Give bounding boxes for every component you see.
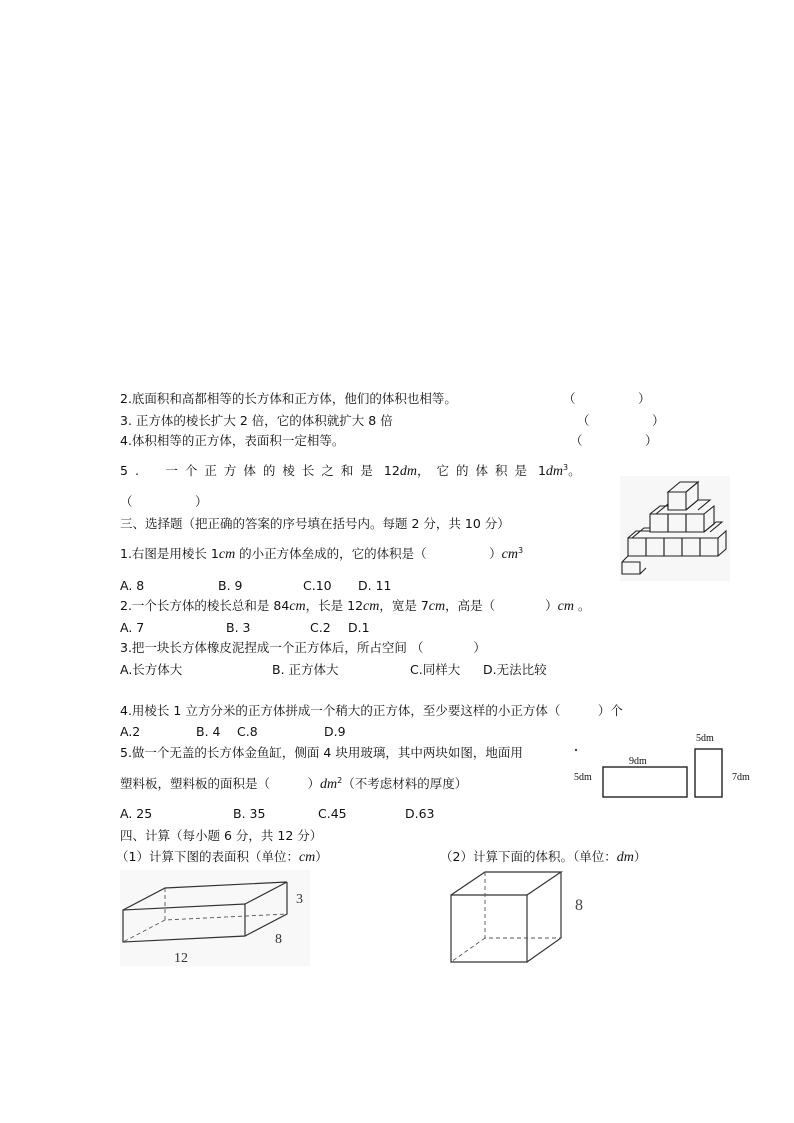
choice-q5-line2a[interactable]: 塑料板，塑料板的面积是（ ） bbox=[120, 776, 321, 791]
judge-q5-num2: 1 bbox=[537, 463, 546, 478]
judge-q5-num1: 12 bbox=[383, 463, 400, 478]
choice-q2-n3: 7 bbox=[420, 598, 429, 613]
choice-q1 bbox=[120, 546, 523, 564]
judge-q2-text: 2.底面积和高都相等的长方体和正方体，他们的体积也相等。 bbox=[120, 391, 457, 406]
choice-q2-b: ，长是 bbox=[305, 598, 348, 613]
choice-q5-unit: dm bbox=[320, 777, 338, 792]
choice-q1-option-b[interactable]: B. 9 bbox=[218, 578, 243, 593]
choice-q5-option-b[interactable]: B. 35 bbox=[233, 806, 266, 821]
choice-q5-exp: 2 bbox=[337, 776, 343, 785]
choice-q1-option-a[interactable]: A. 8 bbox=[120, 578, 145, 593]
choice-q2-option-b[interactable]: B. 3 bbox=[226, 620, 251, 635]
cuboid-width-label: 8 bbox=[275, 932, 282, 947]
choice-q1-unit2: cm bbox=[501, 547, 518, 562]
glass-panels-figure bbox=[600, 745, 730, 800]
choice-q4-option-d[interactable]: D.9 bbox=[324, 724, 346, 739]
choice-q5-line2b: （不考虑材料的厚度） bbox=[342, 776, 468, 791]
choice-q2-option-a[interactable]: A. 7 bbox=[120, 620, 145, 635]
judge-q2 bbox=[120, 391, 457, 406]
calc-p2-unit: dm bbox=[616, 850, 634, 865]
calc-heading: 四、计算（每小题 6 分，共 12 分） bbox=[120, 828, 323, 843]
stacked-cubes-figure bbox=[620, 476, 730, 581]
calc-p2-text: （2）计算下面的体积。（单位： bbox=[440, 849, 617, 864]
cuboid-length-label: 12 bbox=[174, 951, 188, 966]
judge-q5-exp: 3 bbox=[563, 463, 569, 472]
choice-q2-a: 2.一个长方体的棱长总和是 bbox=[120, 598, 274, 613]
choice-q2-option-c[interactable]: C.2 bbox=[310, 620, 331, 635]
choice-q2-u4: cm bbox=[557, 599, 574, 614]
cube-figure bbox=[449, 870, 589, 966]
glass-label-left: 5dm bbox=[574, 772, 592, 783]
choice-q3-option-c[interactable]: C.同样大 bbox=[410, 662, 461, 677]
choice-q3-option-b[interactable]: B. 正方体大 bbox=[272, 662, 339, 677]
choice-q5-option-a[interactable]: A. 25 bbox=[120, 806, 153, 821]
choice-q2-n2: 12 bbox=[347, 598, 364, 613]
judge-q5-unit2: dm bbox=[545, 464, 564, 479]
choice-q2-d[interactable]: ，高是（ ） bbox=[445, 598, 558, 613]
choice-q1-a: 1.右图是用棱长 1 bbox=[120, 546, 219, 561]
choice-q2-n1: 84 bbox=[273, 598, 290, 613]
choice-q3-option-d[interactable]: D.无法比较 bbox=[483, 662, 547, 677]
judge-q3-answer[interactable]: （ ） bbox=[577, 413, 665, 428]
choice-q5-line1: 5.做一个无盖的长方体金鱼缸，侧面 4 块用玻璃，其中两块如图，地面用 bbox=[120, 745, 523, 760]
judge-q3: 3. 正方体的棱长扩大 2 倍，它的体积就扩大 8 倍 bbox=[120, 413, 393, 428]
choice-q3-option-a[interactable]: A.长方体大 bbox=[120, 662, 183, 677]
choice-q1-option-d[interactable]: D. 11 bbox=[358, 578, 392, 593]
calc-p1-prompt bbox=[116, 849, 328, 867]
choice-heading: 三、选择题（把正确的答案的序号填在括号内。每题 2 分，共 10 分） bbox=[120, 516, 510, 531]
choice-q1-unit: cm bbox=[218, 547, 236, 562]
choice-q2-c: ，宽是 bbox=[379, 598, 421, 613]
judge-q4: 4.体积相等的正方体，表面积一定相等。 bbox=[120, 433, 345, 448]
cube-edge-label: 8 bbox=[575, 897, 583, 914]
choice-q1-b[interactable]: 的小正方体垒成的，它的体积是（ ） bbox=[235, 546, 502, 561]
judge-q5-mid: ，它的体积是 bbox=[416, 463, 534, 478]
choice-q4-option-b[interactable]: B. 4 bbox=[196, 724, 221, 739]
choice-q5-line2 bbox=[120, 776, 467, 794]
choice-q5-option-d[interactable]: D.63 bbox=[405, 806, 435, 821]
glass-label-right: 7dm bbox=[732, 772, 750, 783]
calc-p2-prompt bbox=[440, 849, 646, 867]
choice-q4: 4.用棱长 1 立方分米的正方体拼成一个稍大的正方体，至少要这样的小正方体（ ）个 bbox=[120, 703, 623, 718]
choice-q4-option-a[interactable]: A.2 bbox=[120, 724, 141, 739]
judge-q5-end: 。 bbox=[568, 463, 581, 478]
choice-q3: 3.把一块长方体橡皮泥捏成一个正方体后，所占空间 （ ） bbox=[120, 640, 486, 655]
choice-q5-option-c[interactable]: C.45 bbox=[318, 806, 347, 821]
choice-q2-u1: cm bbox=[289, 599, 306, 614]
calc-p2-close: ） bbox=[633, 849, 647, 864]
choice-q1-exp: 3 bbox=[518, 546, 524, 555]
choice-q2-e: 。 bbox=[573, 598, 591, 613]
judge-q5-answer[interactable]: （ ） bbox=[120, 494, 208, 509]
cuboid-height-label: 3 bbox=[296, 892, 303, 907]
judge-q5-unit1: dm bbox=[399, 464, 417, 479]
calc-p1-unit: cm bbox=[298, 850, 316, 865]
choice-q2-u2: cm bbox=[363, 599, 380, 614]
choice-q1-option-c[interactable]: C.10 bbox=[303, 578, 332, 593]
judge-q5-prefix: 5. 一个正方体的棱长之和是 bbox=[120, 463, 380, 478]
calc-p1-text: （1）计算下图的表面积（单位： bbox=[116, 849, 299, 864]
judge-q5 bbox=[120, 463, 581, 481]
choice-q2 bbox=[120, 598, 590, 616]
choice-q4-option-c[interactable]: C.8 bbox=[237, 724, 258, 739]
choice-q2-option-d[interactable]: D.1 bbox=[348, 620, 370, 635]
cuboid-figure bbox=[120, 870, 310, 966]
choice-q2-u3: cm bbox=[428, 599, 446, 614]
judge-q2-answer[interactable]: （ ） bbox=[563, 391, 651, 406]
judge-q4-answer[interactable]: （ ） bbox=[570, 433, 658, 448]
glass-label-length: 9dm bbox=[629, 756, 647, 767]
calc-p1-close: ） bbox=[315, 849, 328, 864]
glass-label-top: 5dm bbox=[696, 733, 714, 744]
